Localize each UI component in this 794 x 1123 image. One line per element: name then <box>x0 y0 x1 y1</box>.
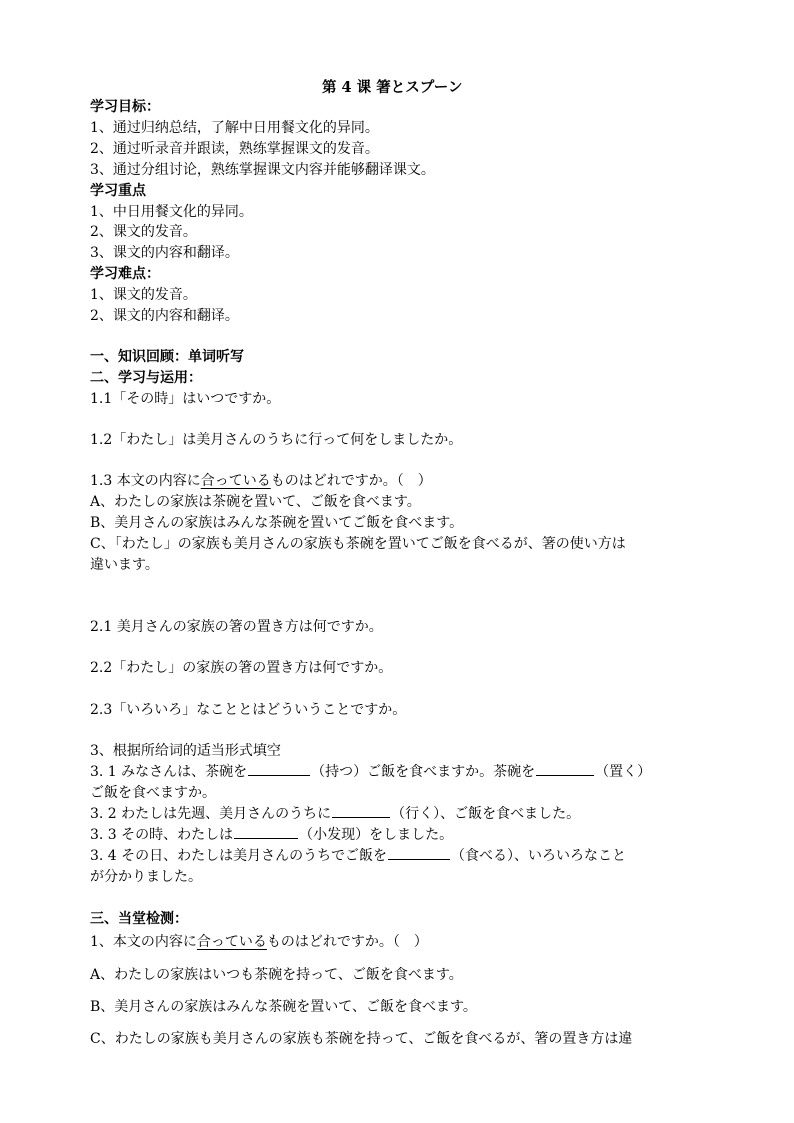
fill-blank[interactable] <box>388 846 450 860</box>
fill-3-2-text-b: （行く）、ご飯を食べました。 <box>391 806 581 822</box>
question-2-1: 2.1 美月さんの家族の箸の置き方は何ですか。 <box>90 619 383 635</box>
fill-blank[interactable] <box>234 825 298 839</box>
fill-3-1-text-a: 3. 1 みなさんは、茶碗を <box>90 764 248 780</box>
question-1-3-underlined: 合っている <box>200 473 271 489</box>
difficulty-item: 2、课文的内容和翻译。 <box>90 308 239 324</box>
question-1-3 <box>90 471 432 491</box>
fill-3-3 <box>90 825 453 845</box>
check-option-a: A、わたしの家族はいつも茶碗を持って、ご飯を食べます。 <box>90 967 463 983</box>
check-question-suffix: ものはどれですか。（ ） <box>266 934 428 950</box>
difficulties-heading: 学习难点： <box>90 266 160 282</box>
key-point-item: 3、课文的内容和翻译。 <box>90 245 239 261</box>
objective-item: 2、通过听录音并跟读，熟练掌握课文的发音。 <box>90 141 379 157</box>
fill-blank[interactable] <box>248 762 310 776</box>
objectives-heading: 学习目标： <box>90 99 160 115</box>
key-points-heading: 学习重点 <box>90 183 146 199</box>
check-option-c: C、わたしの家族も美月さんの家族も茶碗を持って、ご飯を食べるが、箸の置き方は違 <box>90 1031 633 1047</box>
objective-item: 3、通过分组讨论，熟练掌握课文内容并能够翻译课文。 <box>90 162 435 178</box>
fill-3-3-text-a: 3. 3 その時、わたしは <box>90 827 234 843</box>
section3-heading: 三、当堂检测： <box>90 911 188 927</box>
question-1-2: 1.2「わたし」は美月さんのうちに行って何をしましたか。 <box>90 432 463 448</box>
fill-3-4-text-a: 3. 4 その日、わたしは美月さんのうちでご飯を <box>90 848 388 864</box>
option-c: C、「わたし」の家族も美月さんの家族も茶碗を置いてご飯を食べるが、箸の使い方は <box>90 536 626 552</box>
objective-item: 1、通过归纳总结，了解中日用餐文化的异同。 <box>90 120 379 136</box>
check-question-prefix: 1、本文の内容に <box>90 934 197 950</box>
page-title: 第 4 课 箸とスプーン <box>322 79 463 96</box>
section2-heading: 二、学习与运用： <box>90 370 202 386</box>
key-point-item: 1、中日用餐文化的异同。 <box>90 204 253 220</box>
fill-3-2 <box>90 804 580 824</box>
option-b: B、美月さんの家族はみんな茶碗を置いてご飯を食べます。 <box>90 515 464 531</box>
fill-3-1-text-b: （持つ）ご飯を食べますか。茶碗を <box>311 764 536 780</box>
check-question-underlined: 合っている <box>196 934 267 950</box>
question-1-3-suffix: ものはどれですか。（ ） <box>270 473 432 489</box>
fill-3-1-cont: ご飯を食べますか。 <box>90 785 216 801</box>
option-a: A、わたしの家族は茶碗を置いて、ご飯を食べます。 <box>90 494 421 510</box>
difficulty-item: 1、课文的发音。 <box>90 287 197 303</box>
fill-3-1-text-c: （置く） <box>595 764 652 780</box>
fill-3-4-text-b: （食べる）、いろいろなこと <box>451 848 627 864</box>
key-point-item: 2、课文的发音。 <box>90 224 197 240</box>
fill-heading: 3、根据所给词的适当形式填空 <box>90 743 281 759</box>
fill-3-4-cont: が分かりました。 <box>90 869 202 885</box>
fill-3-3-text-b: （小发现）をしました。 <box>299 827 454 843</box>
option-c-cont: 違います。 <box>90 557 159 573</box>
fill-blank[interactable] <box>332 804 390 818</box>
question-2-3: 2.3「いろいろ」なこととはどういうことですか。 <box>90 702 407 718</box>
question-1-1: 1.1「その時」はいつですか。 <box>90 391 281 407</box>
question-2-2: 2.2「わたし」の家族の箸の置き方は何ですか。 <box>90 660 393 676</box>
fill-3-1 <box>90 762 651 782</box>
question-1-3-prefix: 1.3 本文の内容に <box>90 473 201 489</box>
fill-3-4 <box>90 846 626 866</box>
check-option-b: B、美月さんの家族はみんな茶碗を置いて、ご飯を食べます。 <box>90 999 477 1015</box>
fill-blank[interactable] <box>536 762 594 776</box>
section1-heading: 一、知识回顾：单词听写 <box>90 349 244 365</box>
check-question-1 <box>90 932 428 952</box>
fill-3-2-text-a: 3. 2 わたしは先週、美月さんのうちに <box>90 806 332 822</box>
